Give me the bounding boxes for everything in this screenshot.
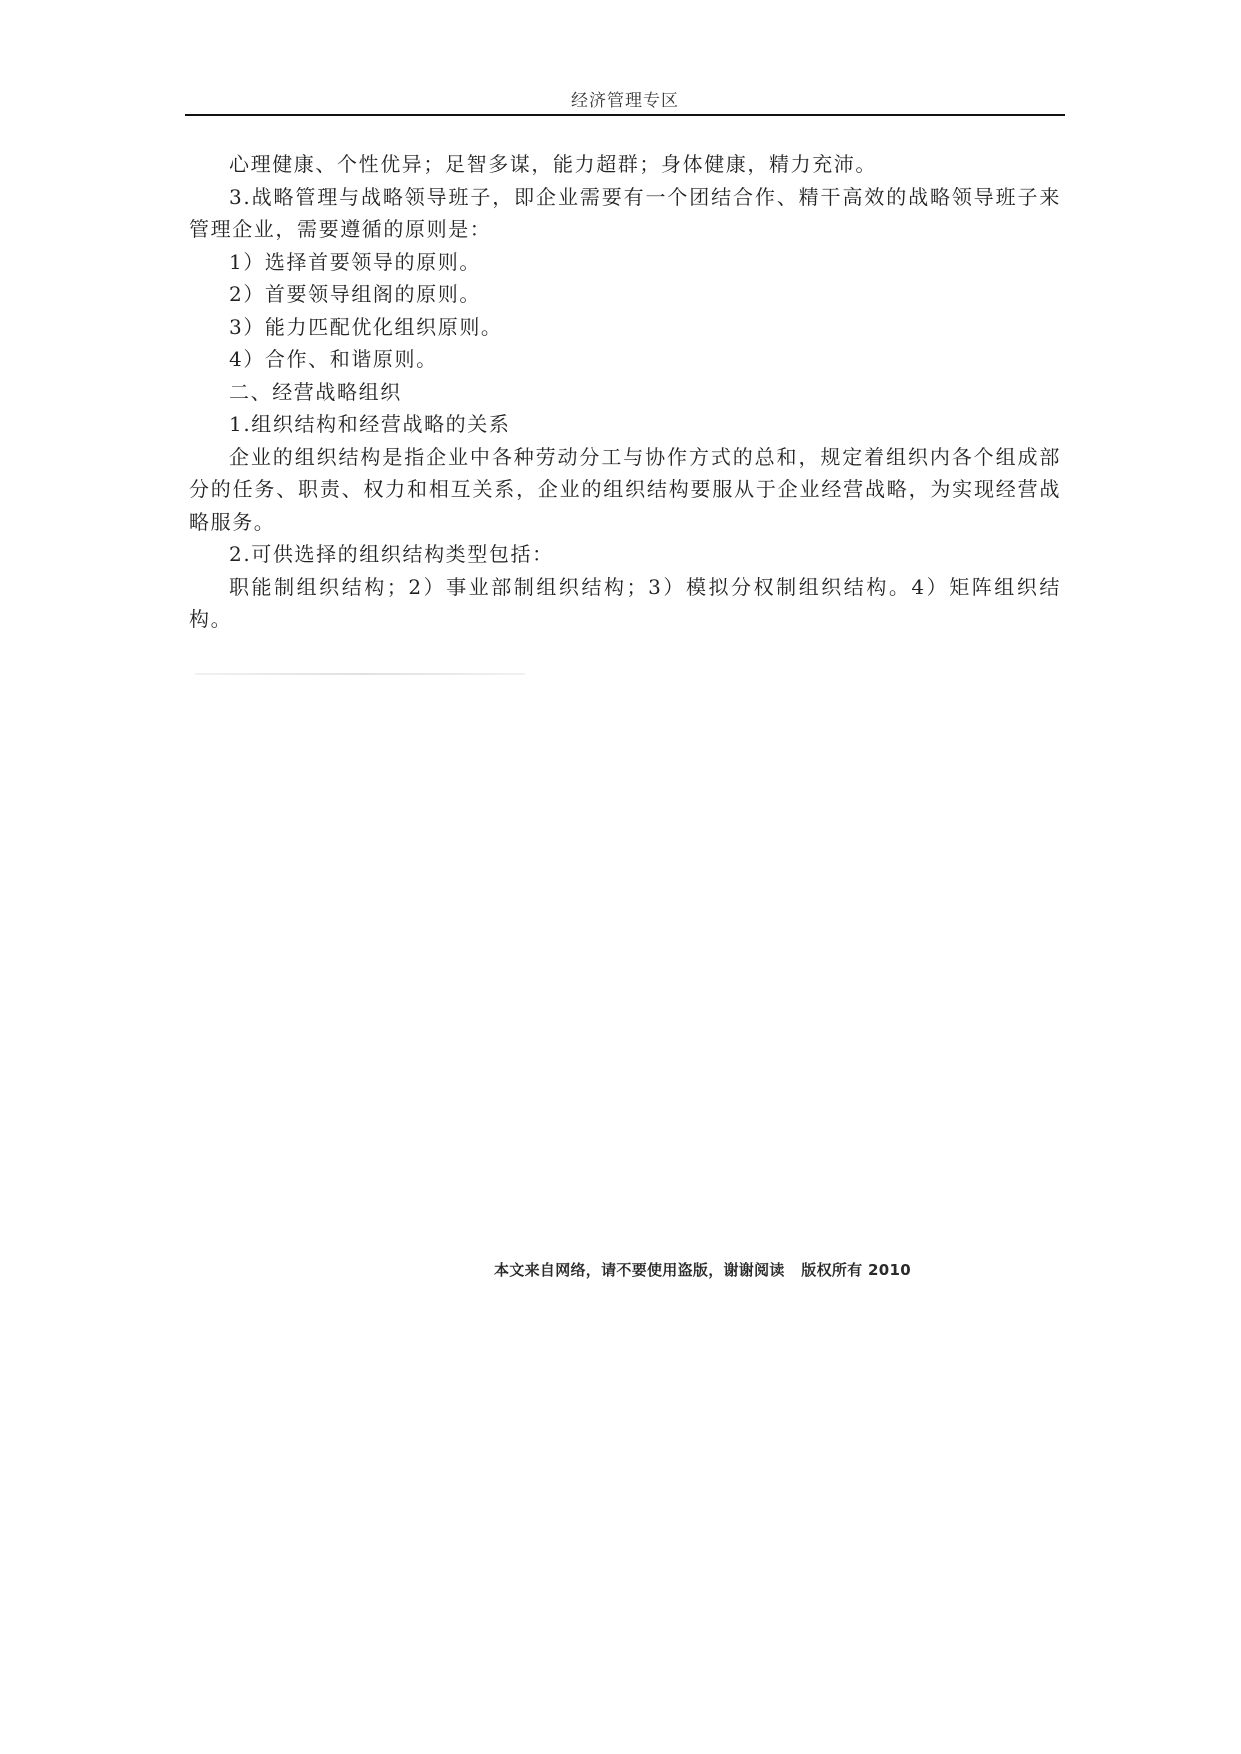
list-item-principle-3: 3）能力匹配优化组织原则。	[229, 314, 503, 339]
list-item-principle-4: 4）合作、和谐原则。	[229, 347, 438, 371]
section-heading-strategy-organization: 二、经营战略组织	[229, 379, 402, 404]
paragraph-structure-types: 职能制组织结构；2）事业部制组织结构；3）模拟分权制组织结构。4）矩阵组织结构。	[189, 574, 1061, 631]
faint-scan-line	[195, 673, 525, 675]
list-item-principle-2: 2）首要领导组阁的原则。	[229, 282, 481, 306]
paragraph-qualities: 心理健康、个性优异；足智多谋，能力超群；身体健康，精力充沛。	[229, 152, 877, 176]
paragraph-structure-definition: 企业的组织结构是指企业中各种劳动分工与协作方式的总和，规定着组织内各个组成部分的任务、职责、权力和相互关系，企业的组织结构要服从于企业经营战略，为实现经营战略服务。	[189, 444, 1061, 534]
page-header-title: 经济管理专区	[571, 91, 679, 111]
subheading-structure-relation: 1.组织结构和经营战略的关系	[229, 412, 511, 436]
document-body	[189, 148, 1061, 636]
header-divider	[185, 114, 1065, 116]
subheading-structure-types: 2.可供选择的组织结构类型包括：	[229, 542, 554, 566]
paragraph-leadership-team: 3.战略管理与战略领导班子，即企业需要有一个团结合作、精干高效的战略领导班子来管理企业，需要遵循的原则是：	[189, 184, 1061, 241]
copyright-footer: 本文来自网络，请不要使用盗版，谢谢阅读 版权所有 2010	[494, 1261, 911, 1279]
list-item-principle-1: 1）选择首要领导的原则。	[229, 249, 481, 274]
